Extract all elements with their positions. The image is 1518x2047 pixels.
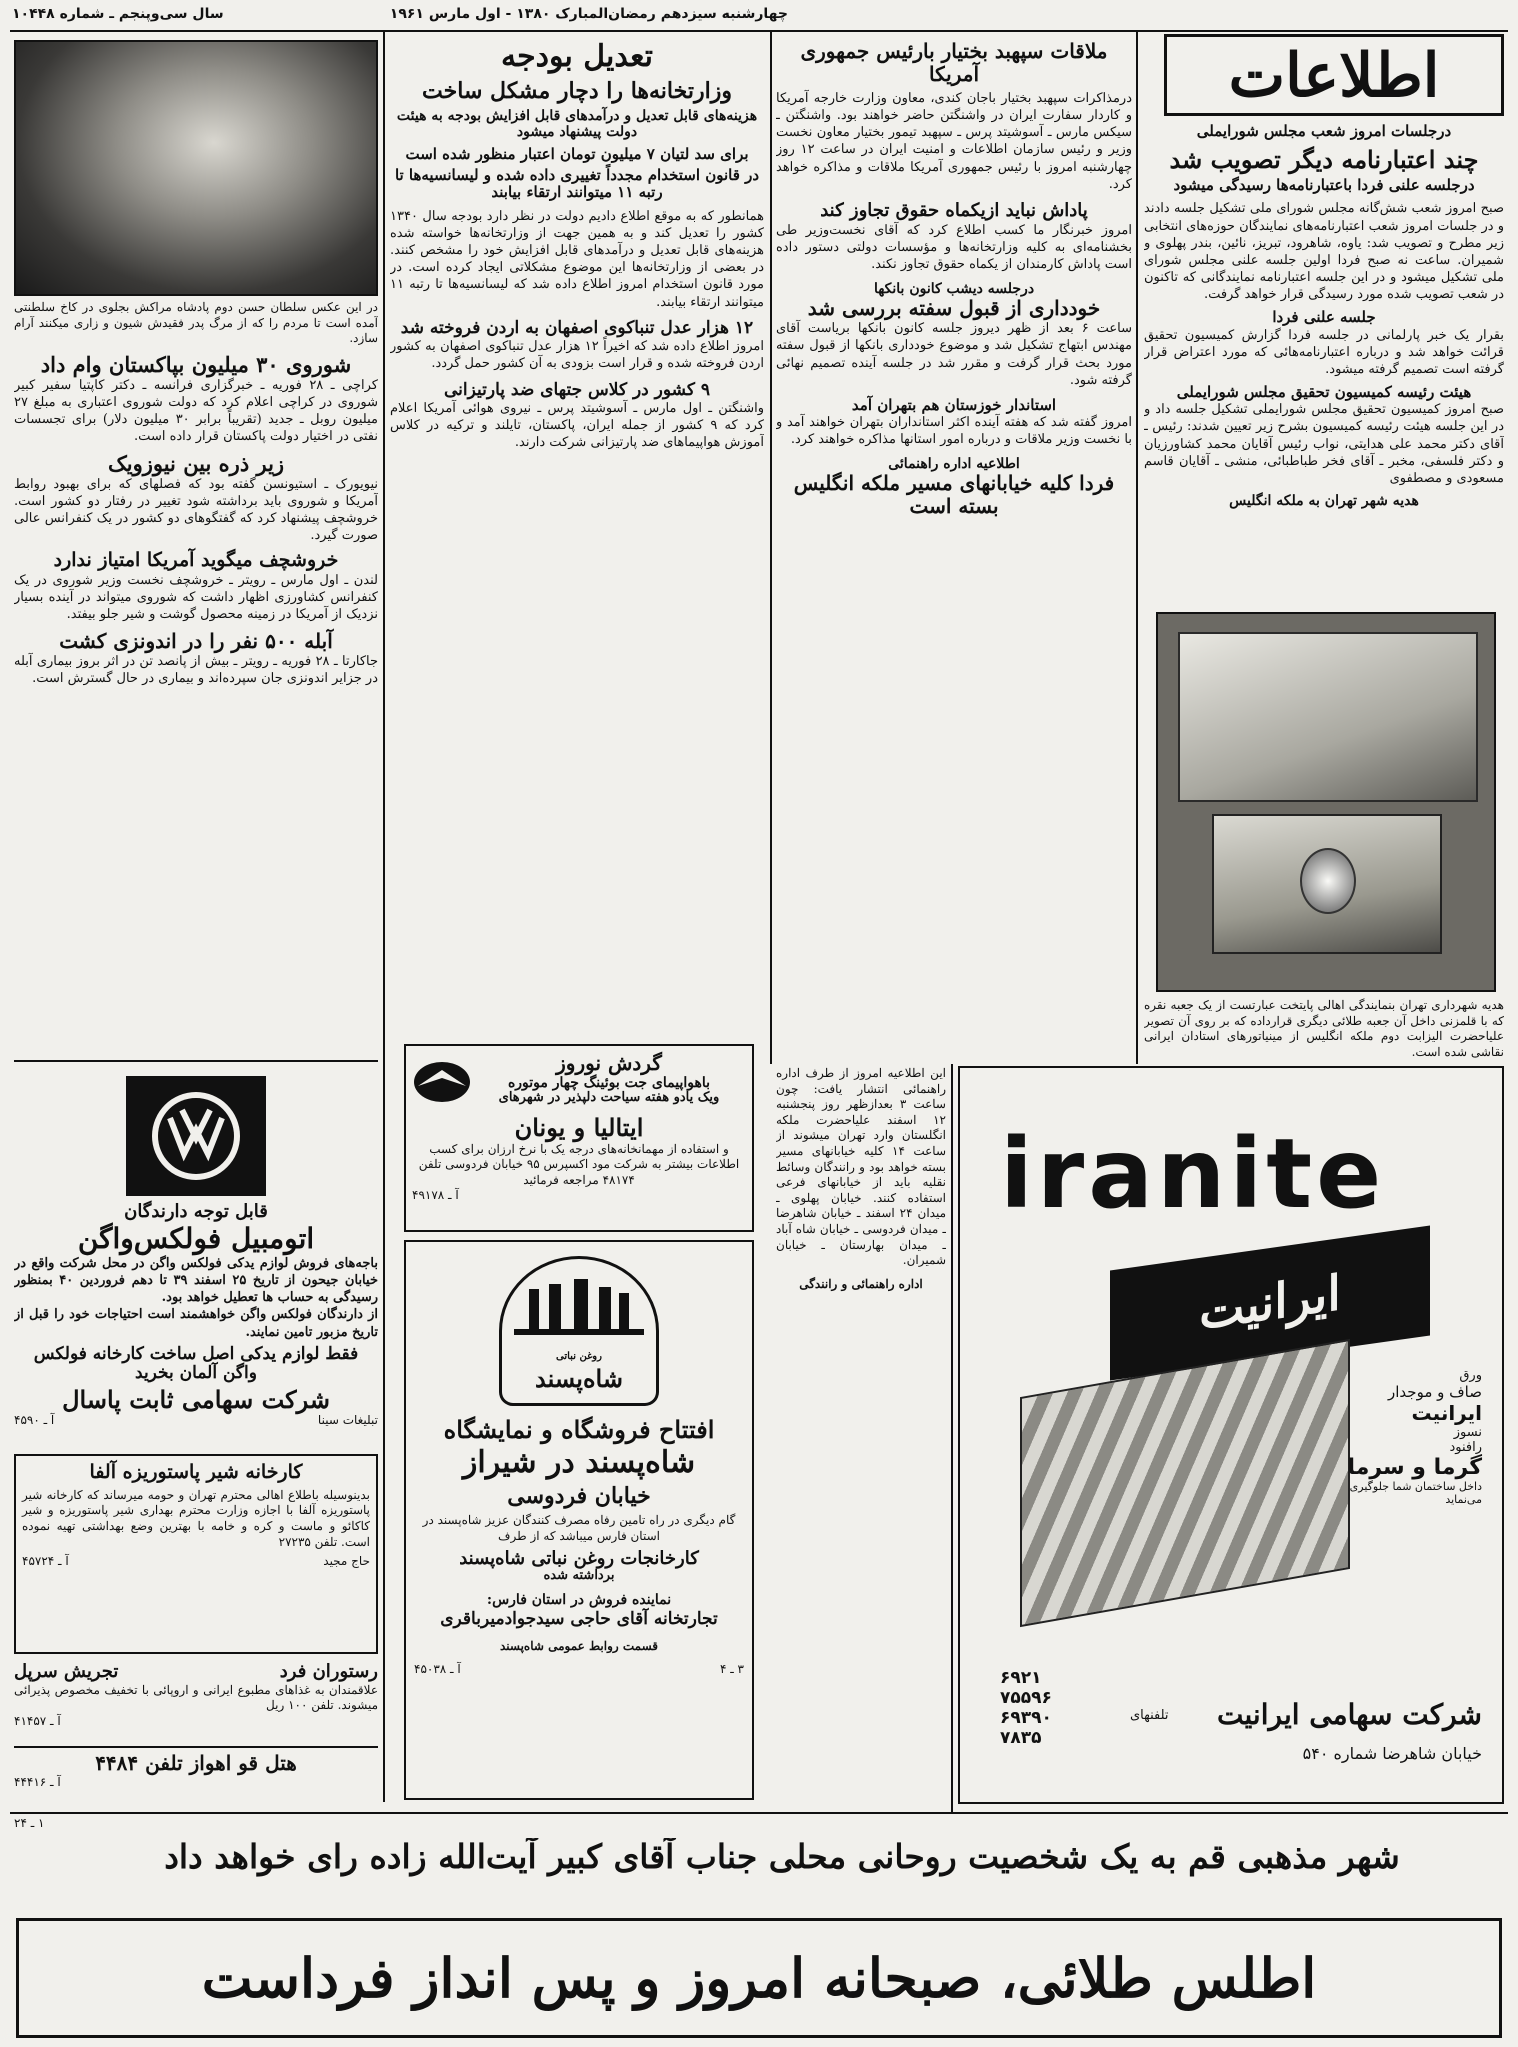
left-column	[14, 300, 378, 1060]
budget-subhead2: هزینه‌های قابل تعدیل و درآمدهای قابل افزایش بودجه به هیئت دولت پیشنهاد میشود	[396, 107, 758, 140]
alfa-title: کارخانه شیر پاستوریزه آلفا	[89, 1461, 303, 1483]
issue-line: سال سی‌وپنجم ـ شماره ۱۰۴۴۸	[12, 6, 224, 22]
vw-logo-icon	[148, 1088, 244, 1184]
footer-atlas-banner	[16, 1918, 1502, 2038]
masthead-logo-box	[1164, 34, 1504, 116]
shahpasand-code: آ ـ ۴۵۰۳۸	[414, 1661, 461, 1676]
vw-company: شرکت سهامی ثابت پاسال	[62, 1384, 330, 1414]
khrushchev-body: لندن ـ اول مارس ـ رویتر ـ خروشچف نخست وزیر شوروی در یک کنفرانس کشاورزی اظهار داشت که شوروی میتواند در آینده بسیار نزدیک از آمریکا در زمینه محصول گوشت و شیر جلو بیفتد.	[14, 573, 378, 623]
vw-body2: از دارندگان فولکس واگن خواهشمند است احتیاجات خود را قبل از تاریخ مزبور تامین نمایند.	[14, 1307, 378, 1340]
ad-volkswagen	[14, 1068, 378, 1448]
right-kicker: درجلسات امروز شعب مجلس شورایملی	[1196, 122, 1452, 140]
iranite-feature: داخل ساختمان شما جلوگیری می‌نماید	[1349, 1480, 1482, 1506]
shahpasand-company: کارخانجات روغن نباتی شاه‌پسند	[459, 1547, 699, 1569]
hotel-code: آ ـ ۴۴۴۱۶	[14, 1775, 61, 1789]
newsweek-headline: زیر ذره بین نیوزویک	[107, 450, 285, 476]
persepolis-relief-icon	[504, 1269, 654, 1359]
mid-left-column	[390, 40, 764, 1060]
iranite-address: خیابان شاهرضا شماره ۵۴۰	[1302, 1744, 1482, 1763]
airline-logo-icon	[412, 1052, 472, 1112]
ad-hotel	[14, 1746, 378, 1796]
right-photo-caption: هدیه شهرداری تهران بنمایندگی اهالی پایتخت عبارتست از یک جعبه نقره که با قلمزنی داخل آن جعبه طلائی دیگری قرارداده که بر روی آن تصویر علیاحضرت الیزابت دوم ملکه انگلیس از مینیاتورهای استادان ایرانی نقاشی شده است.	[1144, 998, 1504, 1059]
silver-box-photo	[1156, 612, 1496, 992]
mid-right-column	[776, 40, 1132, 1060]
restaurant-body: علاقمندان به غذاهای مطبوع ایرانی و اروپائی با تخفیف مخصوص پذیرائی میشوند. تلفن ۱۰۰ ریل	[14, 1682, 378, 1713]
budget-subhead: وزارتخانه‌ها را دچار مشکل ساخت	[422, 77, 732, 104]
iranite-phone: ۶۹۳۹۰	[1000, 1708, 1052, 1728]
budget-headline: تعدیل بودجه	[501, 40, 653, 74]
footer-rule	[10, 1812, 1508, 1814]
iranite-feature: گرما و سرما	[1347, 1455, 1482, 1480]
shahpasand-street: خیابان فردوسی	[507, 1483, 651, 1510]
shahpasand-rep: تجارتخانه آقای حاجی سیدجوادمیرباقری	[440, 1609, 718, 1630]
khuzestan-body: امروز گفته شد که هفته آینده اکثر استانداران بتهران خواهند آمد و با نخست وزیر ملاقات و درباره امور استانها مذاکره خواهند کرد.	[776, 415, 1132, 448]
budget-bullet2: در قانون استخدام مجدداً تغییری داده شده و لیسانسیه‌ها تا رتبه ۱۱ میتوانند ارتقاء بیابند	[394, 166, 760, 202]
shahpasand-company-sub: برداشته شده	[543, 1568, 615, 1584]
shahpasand-page-no: ۳ ـ ۴	[719, 1661, 744, 1676]
vw-title1: قابل توجه دارندگان	[124, 1201, 268, 1222]
column-rule	[1136, 32, 1138, 1064]
tobacco-body: امروز اطلاع داده شد که اخیراً ۱۲ هزار عدل تنباکوی اصفهان به کشور اردن فروخته شده و قرار است بزودی به آن کشور حمل گردد.	[390, 339, 764, 372]
traffic-body: این اطلاعیه امروز از طرف اداره راهنمائی انتشار یافت: چون ساعت ۳ بعدازظهر روز پنجشنبه ۱۲ اسفند علیاحضرت ملکه انگلستان وارد تهران میشوند از ساعت ۱۴ کلیه خیابانهای مسیر بسته خواهد بود و رانندگان وسائط نقلیه باید از خیابانهای فرعی استفاده کنند. خیابان پهلوی ـ میدان ۲۴ اسفند ـ خیابان شاهرضا ـ میدان فردوسی ـ خیابان شاه آباد ـ میدان بهارستان ـ خیابان شمیران.	[776, 1066, 946, 1268]
alfa-body: بدینوسیله باطلاع اهالی محترم تهران و حومه میرساند که کارخانه شیر پاستوریزه آلفا با اجازه وزارت محترم بهداری شیر پاستوریزه و شیر کاکائو و ماست و کره و خامه با بهترین وضع بهداشتی تهیه نموده است. تلفن ۲۷۲۳۵	[22, 1487, 370, 1549]
bonus-headline: پاداش نباید ازیکماه حقوق تجاوز کند	[820, 199, 1088, 221]
morocco-caption: در این عکس سلطان حسن دوم پادشاه مراکش بجلوی در کاخ سلطنتی آمده است تا مردم را که از مرگ پدر فقیدش شیون و زاری میکنند آرام سازد.	[14, 300, 378, 346]
right-subhead: درجلسه علنی فردا باعتبارنامه‌ها رسیدگی میشود	[1173, 176, 1475, 195]
restaurant-name2: تجریش سرپل	[14, 1662, 119, 1682]
banks-headline: خودداری از قبول سفته بررسی شد	[807, 296, 1101, 321]
banks-body: ساعت ۶ بعد از ظهر دیروز جلسه کانون بانکها بریاست آقای مهندس ابتهاج تشکیل شد و موضوع خودداری بانکها از قبول سفته مورد بحث قرار گرفت و مقرر شد در جلسه آینده تصمیم نهائی گرفته شود.	[776, 321, 1132, 388]
shahpasand-logo-sub: روغن نباتی	[556, 1351, 602, 1362]
bakhtiar-headline: ملاقات سپهبد بختیار بارئیس جمهوری آمریکا	[800, 40, 1108, 86]
iranite-phone: ۷۵۵۹۶	[1000, 1688, 1052, 1708]
tour-cities: ایتالیا و یونان	[514, 1113, 644, 1142]
date-line: چهارشنبه سیزدهم رمضان‌المبارک ۱۳۸۰ - اول مارس ۱۹۶۱	[389, 6, 788, 22]
iranite-phone: ۶۹۲۱	[1000, 1668, 1042, 1688]
right-photo-title: هدیه شهر تهران به ملکه انگلیس	[1229, 493, 1419, 510]
shahpasand-footer: قسمت روابط عمومی شاه‌پسند	[499, 1638, 659, 1653]
iranite-feature: صاف و موجدار	[1388, 1383, 1482, 1401]
ad-shahpasand	[404, 1240, 754, 1800]
tour-sub2: ویک یادو هفته سیاحت دلپذیر در شهرهای	[498, 1090, 720, 1106]
iranite-company: شرکت سهامی ایرانیت	[1216, 1698, 1482, 1731]
vw-body: باجه‌های فروش لوازم یدکی فولکس واگن در محل شرکت واقع در خیابان جیحون از تاریخ ۲۵ اسفند ۳۹ تا دهم فروردین ۴۰ بمنظور رسیدگی به حساب ها تعطیل خواهد بود.	[14, 1255, 378, 1306]
tobacco-headline: ۱۲ هزار عدل تنباکوی اصفهان به اردن فروخته شد	[400, 317, 754, 338]
restaurant-code: آ ـ ۴۱۴۵۷	[14, 1713, 61, 1728]
restaurant-name1: رستوران فرد	[279, 1662, 378, 1682]
footer-line1: شهر مذهبی قم به یک شخصیت روحانی محلی جناب آقای کبیر آیت‌الله زاده رای خواهد داد	[164, 1838, 1400, 1876]
column-rule	[383, 32, 385, 1802]
smallpox-headline: آبله ۵۰۰ نفر را در اندونزی کشت	[59, 628, 333, 653]
tour-sub: باهواپیمای جت بوئینگ چهار موتوره	[507, 1075, 711, 1091]
corrugated-sheet	[1020, 1339, 1350, 1627]
iranite-phone: ۷۸۳۵	[1000, 1728, 1042, 1748]
banks-kicker: درجلسه دیشب کانون بانکها	[873, 281, 1035, 298]
traffic-continued	[776, 1066, 946, 1806]
right-body2: بقرار یک خبر پارلمانی در جلسه فردا گزارش کمیسیون تحقیق قرائت خواهد شد و درباره اعتبارنامه‌هائی که مورد اعتراض قرار گرفته است تصمیم گرفته میشود.	[1144, 327, 1504, 377]
tour-title: گردش نوروز	[556, 1051, 662, 1075]
alfa-code: آ ـ ۴۵۷۲۴	[22, 1554, 69, 1569]
bakhtiar-body: درمذاکرات سپهبد بختیار باجان کندی، معاون وزارت خارجه آمریکا و کاردار سفارت ایران در واشنگتن حاضر خواهند بود. واشنگتن ـ سیکس مارس ـ آسوشیتد پرس ـ سپهبد تیمور بختیار معاون نخست وزیر و رئیس سازمان اطلاعات و امنیت ایران در ساعت ۱۲ روز چهارشنبه امروز با رئیس جمهوری آمریکا ملاقات و مذاکره خواهد کرد.	[776, 91, 1132, 192]
jets-body: واشنگتن ـ اول مارس ـ آسوشیتد پرس ـ نیروی هوائی آمریکا اعلام کرد که ۹ کشور از جمله ایران، پاکستان، تایلند و ترکیه در کلاس آموزش هواپیماهای ضد پارتیزانی شرکت دارند.	[390, 401, 764, 451]
vw-code: آ ـ ۴۵۹۰	[14, 1413, 55, 1428]
budget-body: همانطور که به موقع اطلاع دادیم دولت در نظر دارد بودجه سال ۱۳۴۰ کشور را تعدیل کند و به همین جهت از وزارتخانه‌ها خواسته شده هزینه‌های قابل تعدیل و درآمدهای قابل افزایش خود را مشخص کنند. در بعضی از وزارتخانه‌ها این موضوع مشکلاتی ایجاد کرده است. در مورد قانون استخدام امروز اطلاع داده شد که لیسانسیه‌ها تا رتبه ۱۱ میتوانند ارتقاء بیابند.	[390, 208, 764, 310]
right-headline: چند اعتبارنامه دیگر تصویب شد	[1169, 144, 1479, 174]
soviet-loan-headline: شوروی ۳۰ میلیون بپاکستان وام داد	[40, 351, 352, 377]
right-section2: جلسه علنی فردا	[1272, 308, 1376, 327]
hotel-name: هتل قو اهواز تلفن ۴۴۸۴	[95, 1751, 297, 1775]
iranite-phones-label: تلفنهای	[1130, 1708, 1169, 1723]
vw-title2: اتومبیل فولکس‌واگن	[77, 1221, 315, 1255]
traffic-kicker: اطلاعیه اداره راهنمائی	[888, 456, 1020, 473]
tour-body: و استفاده از مهمانخانه‌های درجه یک با نرخ ارزان برای کسب اطلاعات بیشتر به شرکت مود اکسپرس ۹۵ خیابان فردوسی تلفن ۴۸۱۷۴ مراجعه فرمائید	[418, 1141, 740, 1187]
shahpasand-rep-line: نماینده فروش در استان فارس:	[486, 1592, 672, 1609]
column-rule	[951, 1064, 953, 1812]
soviet-loan-body: کراچی ـ ۲۸ فوریه ـ خبرگزاری فرانسه ـ دکتر کاپتیا سفیر کبیر شوروی در کراچی اعلام کرد که دولت شوروی اعتباری به مبلغ ۲۷ میلیون روبل ـ جدید (تقریباً برابر ۳۰ میلیون دلار) برای تجسسات نفتی در اختیار دولت پاکستان قرار داده است.	[14, 377, 378, 445]
ad-restaurant	[14, 1662, 378, 1742]
masthead-logo: اطلاعات	[1228, 41, 1440, 111]
budget-bullet1: برای سد لتیان ۷ میلیون تومان اعتبار منظور شده است	[405, 144, 749, 163]
masthead-rule	[10, 30, 1508, 32]
vw-logo-box	[126, 1076, 266, 1196]
smallpox-body: جاکارتا ـ ۲۸ فوریه ـ رویتر ـ بیش از پانصد تن در اثر بروز بیماری آبله در جزایر اندونزی جان سپرده‌اند و بیماری در حال گسترش است.	[14, 653, 378, 686]
iranite-brand-latin: iranite	[1000, 1118, 1386, 1230]
iranite-feature: ایرانیت	[1411, 1401, 1482, 1425]
vw-slogan: فقط لوازم یدکی اصل ساخت کارخانه فولکس واگن آلمان بخرید	[33, 1343, 359, 1384]
right-section3: هیئت رئیسه کمیسیون تحقیق مجلس شورایملی	[1176, 383, 1472, 401]
alfa-sign: حاج مجید	[323, 1554, 370, 1569]
traffic-headline: فردا کلیه خیابانهای مسیر ملکه انگلیس بسته است	[793, 471, 1115, 519]
ad-iranite	[958, 1066, 1504, 1804]
shahpasand-headline1: افتتاح فروشگاه و نمایشگاه	[443, 1415, 715, 1444]
shahpasand-logo	[499, 1256, 659, 1406]
morocco-king-photo	[14, 40, 378, 296]
shahpasand-body: گام دیگری در راه تامین رفاه مصرف کنندگان عزیز شاه‌پسند در استان فارس میباشد که از طرف	[422, 1513, 736, 1543]
shahpasand-headline2: شاه‌پسند در شیراز	[462, 1444, 696, 1480]
bonus-body: امروز خبرنگار ما کسب اطلاع کرد که آقای نخست‌وزیر طی بخشنامه‌ای به کلیه وزارتخانه‌ها و مؤسسات دولتی دستور داده است پاداش کارمندان از یکماه حقوق تجاوز نکند.	[776, 222, 1132, 272]
jets-headline: ۹ کشور در کلاس جتهای ضد پارتیزانی	[444, 379, 710, 400]
shahpasand-logo-brand: شاه‌پسند	[535, 1364, 623, 1393]
ad-nowruz-tour	[404, 1044, 754, 1232]
newsweek-body: نیویورک ـ استیونسن گفته بود که فصلهای که برای بهبود روابط آمریکا و شوروی باید برداشته شود تغییر در رفتار دو کشور است. خروشچف پیشنهاد کرد که گفتگوهای دو کشور در یک کنفرانس عالی صورت گیرد.	[14, 476, 378, 544]
footer-line2: اطلس طلائی، صبحانه امروز و پس انداز فرداست	[201, 1946, 1317, 2010]
ad-alfa-milk	[14, 1454, 378, 1654]
traffic-signature: اداره راهنمائی و رانندگی	[799, 1276, 923, 1291]
section-rule	[14, 1060, 378, 1062]
queen-portrait-medallion	[1300, 848, 1356, 914]
iranite-feature: ورق	[1459, 1368, 1482, 1383]
khrushchev-headline: خروشچف میگوید آمریکا امتیاز ندارد	[53, 549, 339, 572]
iranite-feature: نسوز	[1453, 1425, 1482, 1440]
khuzestan-headline: استاندار خوزستان هم بتهران آمد	[851, 395, 1057, 414]
iranite-feature: رافنود	[1449, 1440, 1482, 1455]
silver-box-lid	[1178, 632, 1478, 802]
vw-agency: تبلیغات سینا	[317, 1413, 378, 1428]
column-rule	[770, 32, 772, 1064]
footer-corner-code: ۱ ـ ۲۴	[14, 1816, 45, 1830]
tour-code: آ ـ ۴۹۱۷۸	[412, 1188, 459, 1203]
iranite-brand-fa: ایرانیت	[1199, 1265, 1341, 1341]
right-body: صبح امروز شعب شش‌گانه مجلس شورای ملی تشکیل جلسه دادند و در جلسات امروز شعب اعتبارنامه‌های نمایندگان حوزه‌های انتخابی زیر مطرح و تصویب شد: یاوه، شاهرود، تبریز، نائین، بندر پهلوی و شمیران. ساعت نه صبح فردا اولین جلسه علنی مجلس شورای ملی تشکیل میشود و در این جلسه اعتبارنامه نمایندگانی که تاکنون در شعب تصویب شده مورد رسیدگی قرار خواهد گرفت.	[1144, 201, 1504, 303]
iranite-features	[1342, 1368, 1482, 1658]
iranite-phones	[1000, 1668, 1150, 1768]
right-body3: صبح امروز کمیسیون تحقیق مجلس شورایملی تشکیل جلسه داد و در این جلسه هیئت رئیسه کمیسیون بشرح زیر تعیین شدند: رئیس ـ آقای دکتر محمد علی هدایتی، نواب رئیس آقایان محمد کشاورزیان و دکتر فلسفی، مخبر ـ آقای فخر طباطبائی، منشی ـ آقایان قاسم مسعودی و مصطفوی	[1144, 402, 1504, 486]
